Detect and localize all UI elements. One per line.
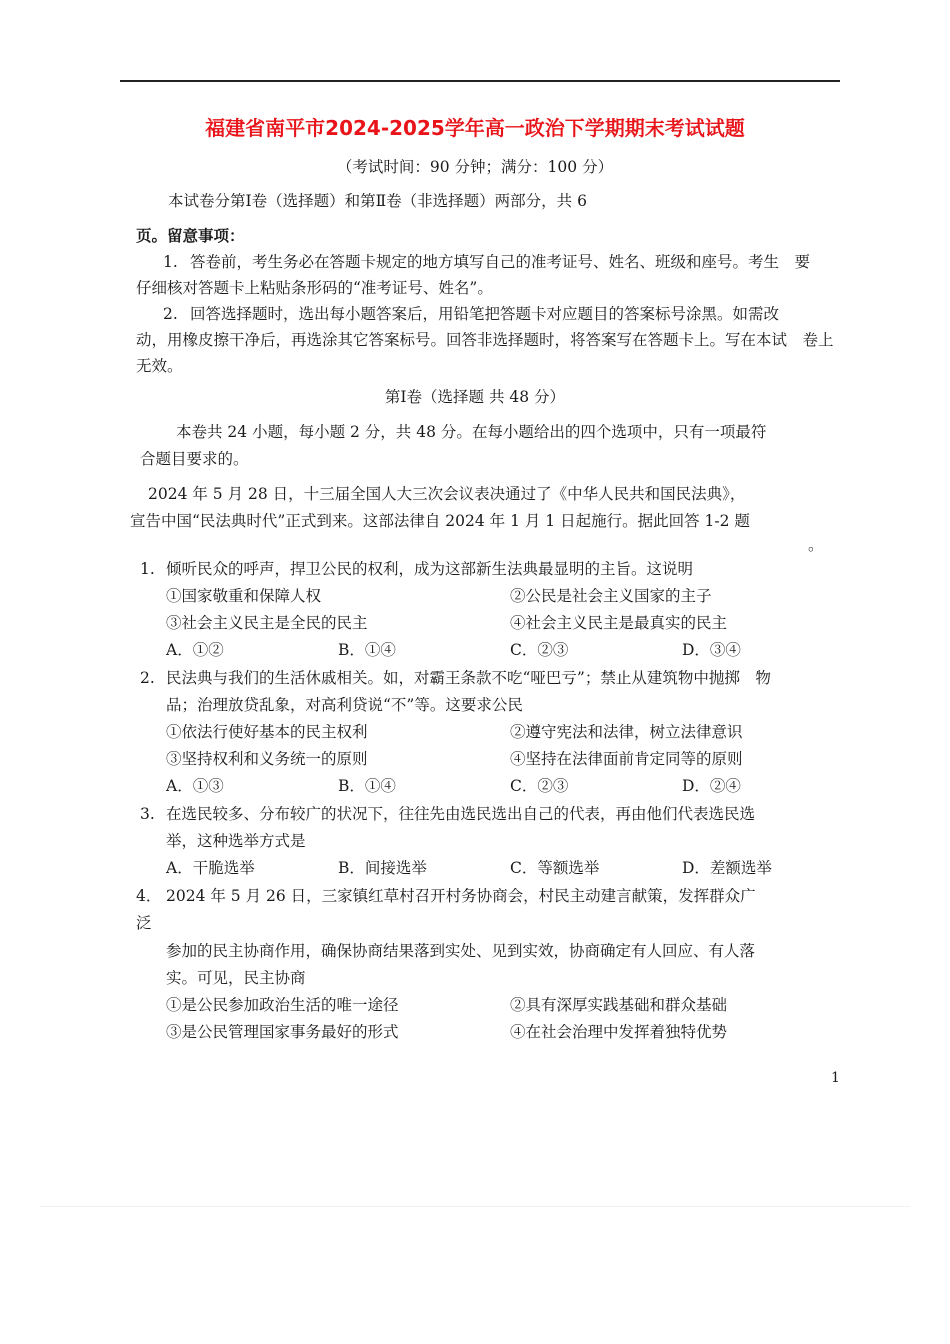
question-4-number: 4． [136,887,162,905]
question-4-statement-4: ④在社会治理中发挥着独特优势 [510,1023,728,1041]
question-3-number: 3. [140,805,155,823]
question-4-stem-line-4: 实。可见，民主协商 [166,969,306,987]
exam-info: （考试时间：90 分钟；满分：100 分） [336,158,614,176]
note-2-line-3: 无效。 [136,357,183,375]
note-1-line-2: 仔细核对答题卡上粘贴条形码的“准考证号、姓名”。 [136,279,493,297]
question-2-choice-b: B．①④ [338,777,396,795]
question-3-choice-b: B．间接选举 [338,859,427,877]
question-4-stem-line-3: 参加的民主协商作用，确保协商结果落到实处、见到实效，协商确定有人回应、有人落 [166,942,756,960]
question-3-choice-c: C．等额选举 [510,859,600,877]
intro-line-2 [136,227,245,246]
note-2-num: 2. [163,305,178,323]
material-line-2: 宣告中国“民法典时代”正式到来。这部法律自 2024 年 1 月 1 日起施行。据此回答 1-2 题 [130,512,750,530]
note-1-num: 1. [163,253,178,271]
note-1-line-1: 答卷前，考生务必在答题卡规定的地方填写自己的准考证号、姓名、班级和座号。考生 要 [190,253,811,271]
question-3-stem-line-1: 在选民较多、分布较广的状况下，往往先由选民选出自己的代表，再由他们代表选民选 [166,805,756,823]
question-2-choice-c: C．②③ [510,777,569,795]
section-instructions-line-2: 合题目要求的。 [140,450,249,468]
note-2-line-1: 回答选择题时，选出每小题答案后，用铅笔把答题卡对应题目的答案标号涂黑。如需改 [190,305,780,323]
material-line-1: 2024 年 5 月 28 日，十三届全国人大三次会议表决通过了《中华人民共和国民法典》， [148,485,746,503]
question-3-stem-line-2: 举，这种选举方式是 [166,832,306,850]
question-2-choice-d: D．②④ [682,777,741,795]
question-1-choice-c: C．②③ [510,641,569,659]
note-2-line-2: 动，用橡皮擦干净后，再选涂其它答案标号。回答非选择题时，将答案写在答题卡上。写在本试 卷上 [136,331,834,349]
question-2-statement-2: ②遵守宪法和法律，树立法律意识 [510,723,743,741]
material-line-3: 。 [808,536,824,554]
question-4-stem-line-2: 泛 [136,914,152,932]
question-1-statement-3: ③社会主义民主是全民的民主 [166,614,368,632]
question-4-statement-3: ③是公民管理国家事务最好的形式 [166,1023,399,1041]
bottom-rule [40,1206,910,1207]
notice-label: 留意事项： [167,226,245,245]
question-2-statement-1: ①依法行使好基本的民主权利 [166,723,368,741]
question-3-choice-a: A．干脆选举 [166,859,255,877]
question-2-choice-a: A．①③ [166,777,224,795]
question-2-stem-line-1: 民法典与我们的生活休戚相关。如，对霸王条款不吃“哑巴亏”；禁止从建筑物中抛掷 物 [166,669,771,687]
question-4-stem-line-1: 2024 年 5 月 26 日，三家镇红草村召开村务协商会，村民主动建言献策，发挥群众广 [166,887,756,905]
question-1-statement-2: ②公民是社会主义国家的主子 [510,587,712,605]
page-number: 1 [831,1070,840,1086]
question-1-stem: 倾听民众的呼声，捍卫公民的权利，成为这部新生法典最显明的主旨。这说明 [166,560,694,578]
question-2-statement-4: ④坚持在法律面前肯定同等的原则 [510,750,743,768]
question-1-choice-a: A．①② [166,641,224,659]
top-rule [120,80,840,82]
section-instructions-line-1: 本卷共 24 小题，每小题 2 分，共 48 分。在每小题给出的四个选项中，只有一项最符 [176,423,767,441]
intro-line-2-prefix: 页。 [136,226,168,245]
question-2-statement-3: ③坚持权利和义务统一的原则 [166,750,368,768]
question-2-number: 2. [140,669,155,687]
section-heading: 第Ⅰ卷（选择题 共 48 分） [384,388,566,406]
question-2-stem-line-2: 品；治理放贷乱象，对高利贷说“不”等。这要求公民 [166,696,523,714]
question-4-statement-1: ①是公民参加政治生活的唯一途径 [166,996,399,1014]
question-3-choice-d: D．差额选举 [682,859,772,877]
intro-line-1: 本试卷分第Ⅰ卷（选择题）和第Ⅱ卷（非选择题）两部分，共 6 [168,192,587,210]
document-title: 福建省南平市2024-2025学年高一政治下学期期末考试试题 [205,116,745,140]
question-1-choice-b: B．①④ [338,641,396,659]
question-1-statement-1: ①国家敬重和保障人权 [166,587,322,605]
question-1-choice-d: D．③④ [682,641,741,659]
question-1-number: 1. [140,560,155,578]
question-1-statement-4: ④社会主义民主是最真实的民主 [510,614,728,632]
question-4-statement-2: ②具有深厚实践基础和群众基础 [510,996,728,1014]
